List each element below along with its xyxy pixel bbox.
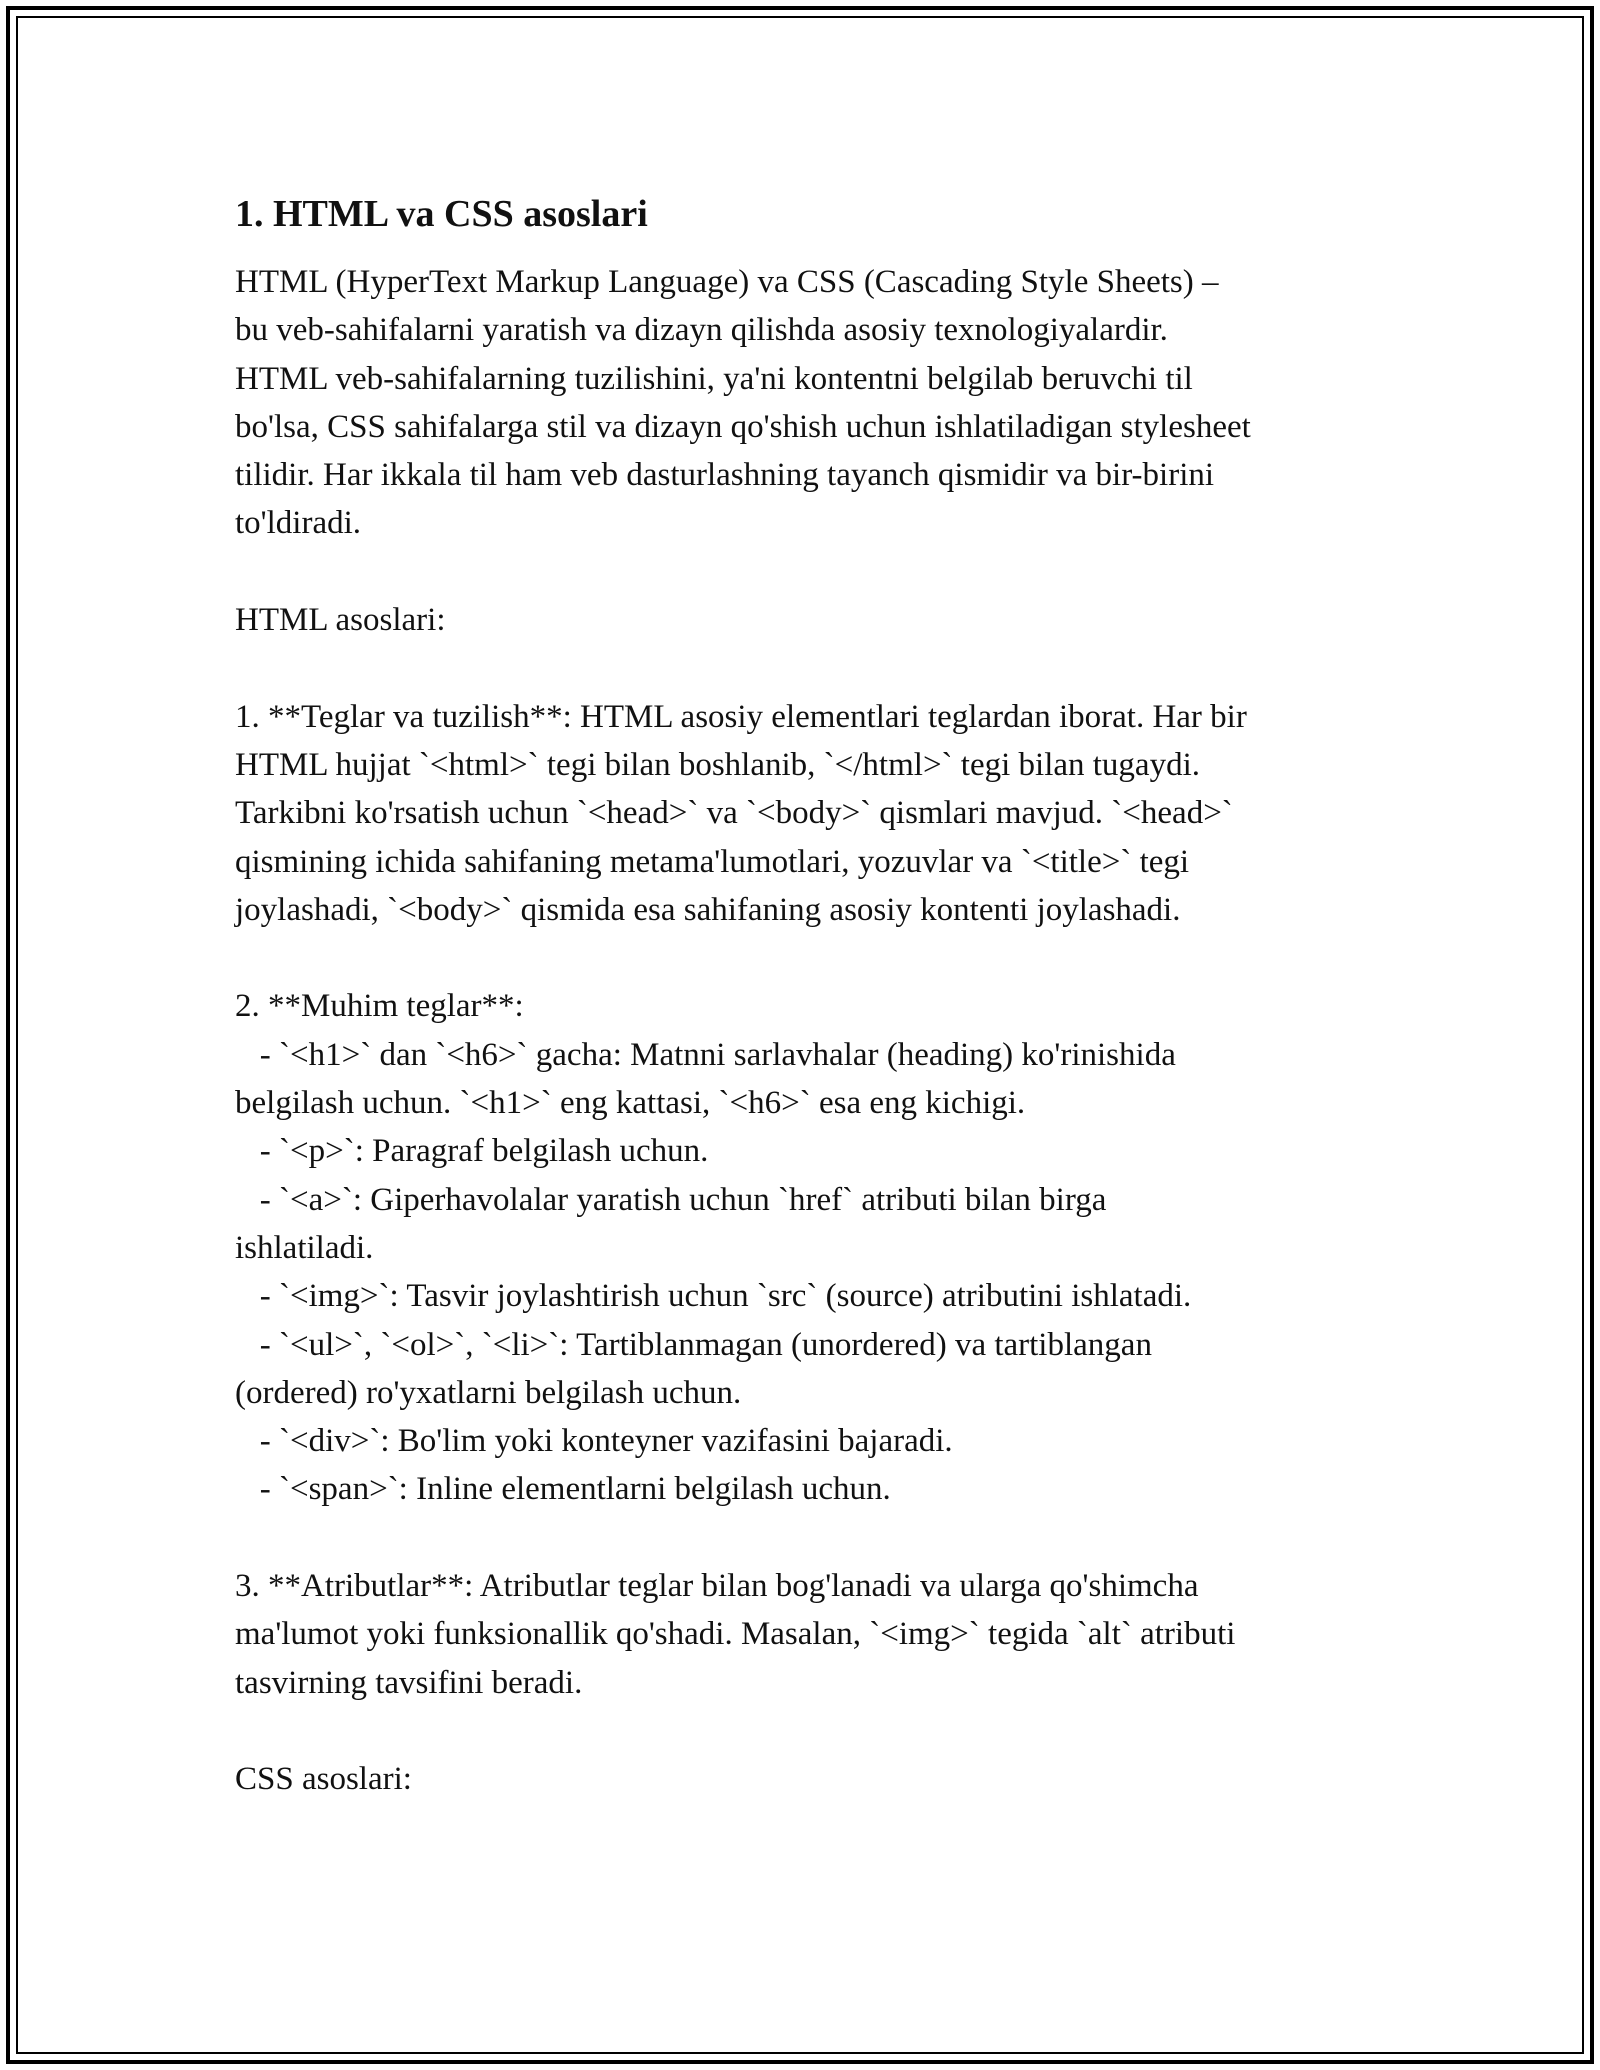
spacer xyxy=(235,644,1385,692)
intro-line: tilidir. Har ikkala til ham veb dasturlashning tayanch qismidir va bir-birini xyxy=(235,457,1215,494)
intro-line: bu veb-sahifalarni yaratish va dizayn qilishda asosiy texnologiyalardir. xyxy=(235,312,1168,349)
document-body xyxy=(235,190,1385,1804)
intro-line: to'ldiradi. xyxy=(235,505,362,542)
item-tags-structure xyxy=(235,693,1385,934)
item-line: - `<div>`: Bo'lim yoki konteyner vazifasini bajaradi. xyxy=(235,1423,953,1460)
html-basics-heading: HTML asoslari: xyxy=(235,602,446,639)
item-line: tasvirning tavsifini beradi. xyxy=(235,1664,583,1701)
item-line: ishlatiladi. xyxy=(235,1229,374,1266)
item-attributes xyxy=(235,1562,1385,1707)
item-line: - `<ul>`, `<ol>`, `<li>`: Tartiblanmagan (unordered) va tartiblangan xyxy=(235,1326,1152,1363)
item-line: - `<h1>` dan `<h6>` gacha: Matnni sarlavhalar (heading) ko'rinishida xyxy=(235,1036,1176,1073)
item-line: - `<img>`: Tasvir joylashtirish uchun `src` (source) atributini ishlatadi. xyxy=(235,1278,1192,1315)
intro-line: bo'lsa, CSS sahifalarga stil va dizayn qo'shish uchun ishlatiladigan stylesheet xyxy=(235,408,1251,445)
spacer xyxy=(235,548,1385,596)
item-line: belgilash uchun. `<h1>` eng kattasi, `<h6>` esa eng kichigi. xyxy=(235,1085,1026,1122)
intro-line: HTML veb-sahifalarning tuzilishini, ya'ni kontentni belgilab beruvchi til xyxy=(235,360,1193,397)
spacer xyxy=(235,1514,1385,1562)
item-line: joylashadi, `<body>` qismida esa sahifaning asosiy kontenti joylashadi. xyxy=(235,891,1181,928)
item-important-tags xyxy=(235,982,1385,1513)
item-line: qismining ichida sahifaning metama'lumotlari, yozuvlar va `<title>` tegi xyxy=(235,843,1190,880)
item-line: ma'lumot yoki funksionallik qo'shadi. Masalan, `<img>` tegida `alt` atributi xyxy=(235,1616,1236,1653)
item-line: - `<a>`: Giperhavolalar yaratish uchun `href` atributi bilan birga xyxy=(235,1181,1107,1218)
intro-line: HTML (HyperText Markup Language) va CSS (Cascading Style Sheets) – xyxy=(235,264,1219,300)
spacer xyxy=(235,1707,1385,1755)
intro-paragraph xyxy=(235,258,1385,548)
item-line: Tarkibni ko'rsatish uchun `<head>` va `<body>` qismlari mavjud. `<head>` xyxy=(235,795,1233,832)
item-line: - `<p>`: Paragraf belgilash uchun. xyxy=(235,1133,709,1170)
item-line: (ordered) ro'yxatlarni belgilash uchun. xyxy=(235,1374,742,1411)
item-line: 1. **Teglar va tuzilish**: HTML asosiy elementlari teglardan iborat. Har bir xyxy=(235,698,1247,735)
spacer xyxy=(235,934,1385,982)
item-line: HTML hujjat `<html>` tegi bilan boshlanib, `</html>` tegi bilan tugaydi. xyxy=(235,746,1200,783)
item-line: - `<span>`: Inline elementlarni belgilash uchun. xyxy=(235,1471,891,1508)
item-line: 2. **Muhim teglar**: xyxy=(235,988,524,1025)
css-basics-heading: CSS asoslari: xyxy=(235,1761,412,1798)
section-title: 1. HTML va CSS asoslari xyxy=(235,193,648,235)
item-line: 3. **Atributlar**: Atributlar teglar bilan bog'lanadi va ularga qo'shimcha xyxy=(235,1568,1199,1605)
